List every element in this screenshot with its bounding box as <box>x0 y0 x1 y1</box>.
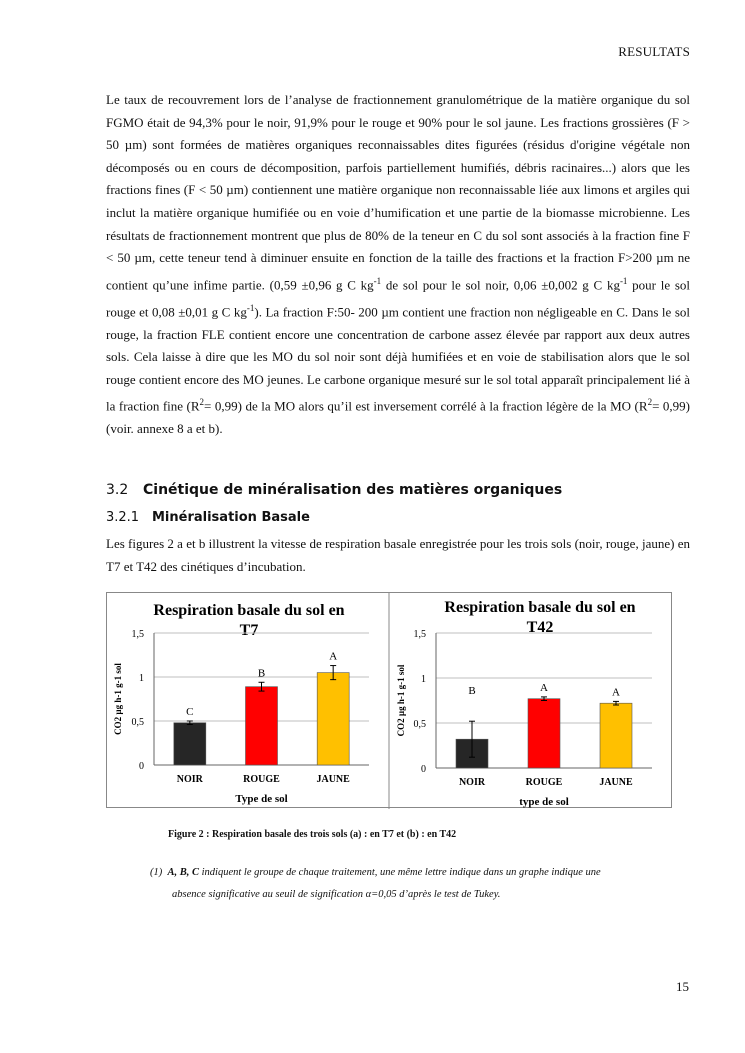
figure-2-charts <box>107 593 673 809</box>
x-tick-label: ROUGE <box>243 774 280 785</box>
subsection-title: Minéralisation Basale <box>152 510 310 525</box>
footnote-marker: (1) <box>150 867 163 878</box>
y-axis-label: CO2 µg h-1 g-1 sol <box>113 663 123 735</box>
section-heading <box>106 482 562 498</box>
y-tick-label: 1 <box>139 673 144 684</box>
x-tick-label: ROUGE <box>525 777 563 788</box>
y-tick-label: 0 <box>139 761 144 772</box>
y-tick-label: 1 <box>421 674 426 685</box>
x-axis-label: Type de sol <box>235 793 288 805</box>
body-paragraph-1 <box>106 89 690 441</box>
running-header: RESULTATS <box>618 44 690 59</box>
bar <box>317 673 349 765</box>
significance-letter: A <box>329 650 338 663</box>
subsection-number: 3.2.1 <box>106 510 140 525</box>
figure-caption: Figure 2 : Respiration basale des trois sols (a) : en T7 et (b) : en T42 <box>168 829 457 840</box>
significance-letter: B <box>257 667 266 680</box>
page-number: 15 <box>676 979 689 994</box>
subsection-heading <box>106 510 310 525</box>
section-title: Cinétique de minéralisation des matières organiques <box>143 482 563 498</box>
bar <box>600 703 632 768</box>
y-tick-label: 0,5 <box>131 717 144 728</box>
x-axis-label: type de sol <box>519 796 569 808</box>
footnote-line-2: absence significative au seuil de signification α=0,05 d’après le test de Tukey. <box>172 889 501 900</box>
chart-title-line: T42 <box>526 619 554 636</box>
body-paragraph-2 <box>106 533 690 578</box>
chart-title-line: T7 <box>239 622 259 639</box>
section-number: 3.2 <box>106 482 129 498</box>
y-tick-label: 0,5 <box>413 719 426 730</box>
significance-letter: A <box>540 681 548 694</box>
bar <box>174 723 206 765</box>
significance-letter: B <box>468 685 476 698</box>
y-tick-label: 1,5 <box>413 629 426 640</box>
footnote <box>150 862 695 906</box>
figure-2 <box>106 592 672 808</box>
paragraph-1: Le taux de recouvrement lors de l’analyse de fractionnement granulométrique de la matière organique du sol FGMO était de 94,3% pour le noir, 91,9% pour le rouge et 90% pour le sol jaune. Les fractions grossières (F > 50 µm) sont formées de matières organiques reconnaissables dites figurées (résidus d'origine végétale non décomposés ou en cours de décomposition, parfois partiellement humifiés, débris racinaires...) alors que les fractions fines (F < 50 µm) contiennent une matière organique non reconnaissable liée aux limons et argiles qui inclut la matière organique humifiée ou en voie d’humification et une partie de la biomasse microbienne. Les résultats de fractionnement montrent que plus de 80% de la teneur en C du sol sont associés à la fraction fine F < 50 µm, cette teneur tend à diminuer ensuite en fonction de la taille des fractions et la fraction F>200 µm ne contient qu’une infime partie. (0,59 ±0,96 g C $kg^{-1}$ de sol pour le sol noir, 0,06 ±0,002 g C $kg^{-1}$ pour le sol rouge et 0,08 ±0,01 g C $kg^{-1}$). La fraction F:50- 200 µm contient une fraction non négligeable en C. Dans le sol rouge, la fraction FLE contient encore une concentration de carbone assez élevée par rapport aux deux autres sols. Cela laisse à dire que les MO du sol noir sont déjà humifiées et en voie de stabilisation alors que le sol rouge contient encore des MO jeunes. Le carbone organique mesuré sur le sol total apparaît principalement lié à la fraction fine $(R^2= 0,99)$ de la MO alors qu’il est inversement corrélé à la fraction légère de la MO $(R^2= 0,99)$ (voir. annexe 8 a et b). <box>106 92 690 437</box>
significance-letter: C <box>186 706 194 718</box>
y-tick-label: 0 <box>421 764 426 775</box>
paragraph-2: Les figures 2 a et b illustrent la vitesse de respiration basale enregistrée pour les trois sols (noir, rouge, jaune) en T7 et T42 des cinétiques d’incubation. <box>106 536 690 574</box>
footnote-line-1: A, B, C indiquent le groupe de chaque traitement, une même lettre indique dans un graphe indique une <box>167 867 601 878</box>
significance-letter: A <box>612 686 620 699</box>
chart-title-line: Respiration basale du sol en <box>444 599 636 616</box>
x-tick-label: NOIR <box>176 774 203 785</box>
x-tick-label: JAUNE <box>599 777 633 788</box>
bar <box>246 687 278 765</box>
x-tick-label: NOIR <box>458 777 486 788</box>
x-tick-label: JAUNE <box>316 774 350 785</box>
chart-title-line: Respiration basale du sol en <box>153 602 345 619</box>
bar <box>528 699 560 768</box>
y-tick-label: 1,5 <box>131 629 144 640</box>
y-axis-label: CO2 µg h-1 g-1 sol <box>396 664 406 737</box>
